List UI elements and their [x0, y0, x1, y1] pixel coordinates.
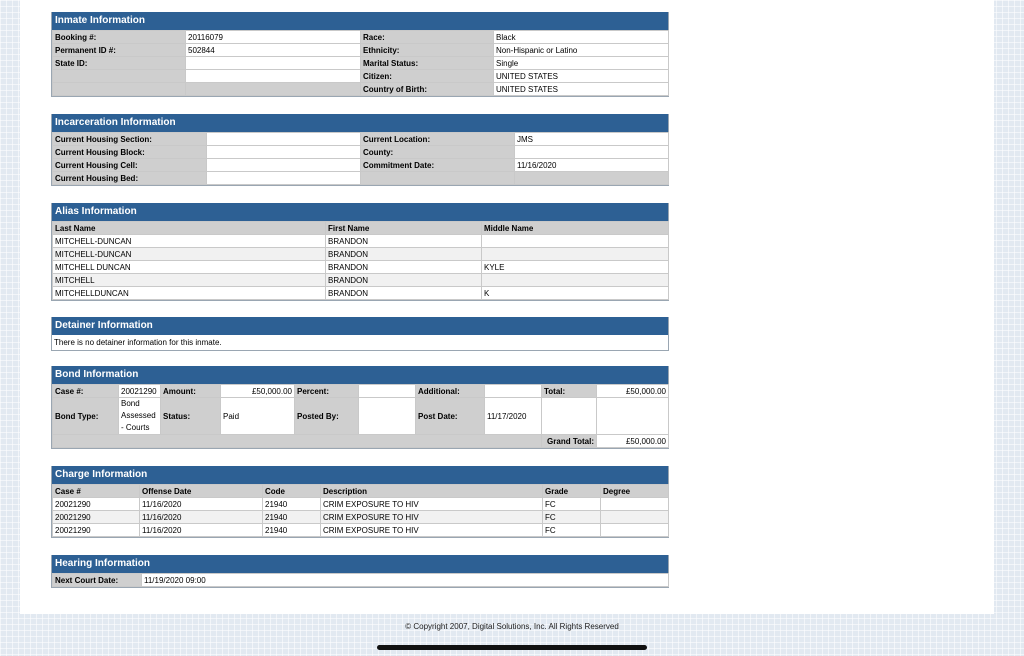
charge-description: CRIM EXPOSURE TO HIV: [321, 498, 543, 511]
housing-cell-value: [207, 159, 361, 172]
alias-middle-name: KYLE: [482, 261, 669, 274]
housing-block-value: [207, 146, 361, 159]
charge-degree: [601, 524, 669, 537]
alias-first-name: BRANDON: [326, 287, 482, 300]
bond-posted-by-value: [359, 398, 416, 435]
blank-cell: [515, 172, 669, 185]
alias-table: [52, 221, 669, 300]
inmate-information-header: Inmate Information: [52, 12, 668, 30]
citizen-label: Citizen:: [361, 70, 494, 83]
ethnicity-label: Ethnicity:: [361, 44, 494, 57]
marital-status-value: Single: [494, 57, 669, 70]
copyright-footer: © Copyright 2007, Digital Solutions, Inc. All Rights Reserved: [405, 622, 619, 631]
charge-table: [52, 484, 669, 537]
alias-last-name: MITCHELL-DUNCAN: [53, 235, 326, 248]
housing-block-label: Current Housing Block:: [53, 146, 207, 159]
blank-cell: [53, 70, 186, 83]
charge-description-header: Description: [321, 485, 543, 498]
race-value: Black: [494, 31, 669, 44]
next-court-date-value: 11/19/2020 09:00: [142, 574, 669, 587]
table-row: [53, 274, 669, 287]
charge-offense-date: 11/16/2020: [140, 511, 263, 524]
county-value: [515, 146, 669, 159]
bond-additional-value: [485, 385, 542, 398]
charge-grade-header: Grade: [543, 485, 601, 498]
detainer-information-header: Detainer Information: [52, 317, 668, 335]
alias-first-name: BRANDON: [326, 274, 482, 287]
blank-cell: [542, 398, 597, 435]
bond-percent-value: [359, 385, 416, 398]
county-label: County:: [361, 146, 515, 159]
race-label: Race:: [361, 31, 494, 44]
blank-cell: [53, 83, 186, 96]
bond-posted-by-label: Posted By:: [295, 398, 359, 435]
alias-middle-name: K: [482, 287, 669, 300]
bond-post-date-value: 11/17/2020: [485, 398, 542, 435]
charge-case-header: Case #: [53, 485, 140, 498]
alias-last-name-header: Last Name: [53, 222, 326, 235]
charge-description: CRIM EXPOSURE TO HIV: [321, 524, 543, 537]
blank-cell: [186, 83, 361, 96]
booking-label: Booking #:: [53, 31, 186, 44]
charge-offense-date: 11/16/2020: [140, 524, 263, 537]
table-row: [53, 524, 669, 537]
commitment-date-value: 11/16/2020: [515, 159, 669, 172]
current-location-value: JMS: [515, 133, 669, 146]
bond-status-value: Paid: [221, 398, 295, 435]
incarceration-information-header: Incarceration Information: [52, 114, 668, 132]
grand-total-value: £50,000.00: [597, 435, 669, 448]
table-row: [53, 287, 669, 300]
table-row: [53, 235, 669, 248]
current-location-label: Current Location:: [361, 133, 515, 146]
alias-information-header: Alias Information: [52, 203, 668, 221]
bond-percent-label: Percent:: [295, 385, 359, 398]
incarceration-information-panel: [51, 114, 669, 186]
charge-case: 20021290: [53, 498, 140, 511]
charge-code: 21940: [263, 498, 321, 511]
charge-case: 20021290: [53, 511, 140, 524]
charge-case: 20021290: [53, 524, 140, 537]
inmate-table: [52, 30, 669, 96]
housing-bed-label: Current Housing Bed:: [53, 172, 207, 185]
bond-post-date-label: Post Date:: [416, 398, 485, 435]
booking-value: 20116079: [186, 31, 361, 44]
bond-amount-value: £50,000.00: [221, 385, 295, 398]
bond-status-label: Status:: [161, 398, 221, 435]
country-of-birth-value: UNITED STATES: [494, 83, 669, 96]
housing-section-label: Current Housing Section:: [53, 133, 207, 146]
home-indicator[interactable]: [377, 645, 647, 650]
charge-description: CRIM EXPOSURE TO HIV: [321, 511, 543, 524]
charge-offense-date: 11/16/2020: [140, 498, 263, 511]
country-of-birth-label: Country of Birth:: [361, 83, 494, 96]
charge-code: 21940: [263, 511, 321, 524]
alias-middle-name-header: Middle Name: [482, 222, 669, 235]
alias-middle-name: [482, 248, 669, 261]
bond-type-value: Bond Assessed - Courts: [119, 398, 161, 435]
inmate-information-panel: [51, 12, 669, 97]
detainer-message: There is no detainer information for this inmate.: [54, 338, 222, 347]
alias-first-name: BRANDON: [326, 235, 482, 248]
state-id-label: State ID:: [53, 57, 186, 70]
alias-last-name: MITCHELL-DUNCAN: [53, 248, 326, 261]
hearing-information-header: Hearing Information: [52, 555, 668, 573]
table-row: [53, 248, 669, 261]
bond-table: [52, 384, 669, 448]
charge-grade: FC: [543, 498, 601, 511]
state-id-value: [186, 57, 361, 70]
alias-middle-name: [482, 235, 669, 248]
alias-middle-name: [482, 274, 669, 287]
blank-cell: [53, 435, 542, 448]
bond-total-value: £50,000.00: [597, 385, 669, 398]
table-row: [53, 498, 669, 511]
hearing-table: [52, 573, 669, 587]
bond-total-label: Total:: [542, 385, 597, 398]
bond-amount-label: Amount:: [161, 385, 221, 398]
housing-section-value: [207, 133, 361, 146]
housing-cell-label: Current Housing Cell:: [53, 159, 207, 172]
bond-information-panel: [51, 366, 669, 449]
charge-code-header: Code: [263, 485, 321, 498]
blank-cell: [361, 172, 515, 185]
alias-first-name: BRANDON: [326, 248, 482, 261]
commitment-date-label: Commitment Date:: [361, 159, 515, 172]
detainer-information-panel: [51, 317, 669, 351]
bond-additional-label: Additional:: [416, 385, 485, 398]
charge-information-header: Charge Information: [52, 466, 668, 484]
housing-bed-value: [207, 172, 361, 185]
charge-grade: FC: [543, 524, 601, 537]
blank-cell: [597, 398, 669, 435]
charge-information-panel: [51, 466, 669, 538]
permanent-id-value: 502844: [186, 44, 361, 57]
alias-last-name: MITCHELL: [53, 274, 326, 287]
blank-value-cell: [186, 70, 361, 83]
incarceration-table: [52, 132, 669, 185]
bond-information-header: Bond Information: [52, 366, 668, 384]
grand-total-label: Grand Total:: [542, 435, 597, 448]
charge-degree-header: Degree: [601, 485, 669, 498]
charge-offense-date-header: Offense Date: [140, 485, 263, 498]
bond-case-value: 20021290: [119, 385, 161, 398]
marital-status-label: Marital Status:: [361, 57, 494, 70]
alias-information-panel: [51, 203, 669, 301]
bond-type-label: Bond Type:: [53, 398, 119, 435]
charge-grade: FC: [543, 511, 601, 524]
next-court-date-label: Next Court Date:: [53, 574, 142, 587]
hearing-information-panel: [51, 555, 669, 588]
table-row: [53, 261, 669, 274]
ethnicity-value: Non-Hispanic or Latino: [494, 44, 669, 57]
charge-degree: [601, 511, 669, 524]
permanent-id-label: Permanent ID #:: [53, 44, 186, 57]
table-row: [53, 511, 669, 524]
alias-first-name: BRANDON: [326, 261, 482, 274]
alias-last-name: MITCHELL DUNCAN: [53, 261, 326, 274]
charge-code: 21940: [263, 524, 321, 537]
charge-degree: [601, 498, 669, 511]
citizen-value: UNITED STATES: [494, 70, 669, 83]
alias-first-name-header: First Name: [326, 222, 482, 235]
bond-case-label: Case #:: [53, 385, 119, 398]
alias-last-name: MITCHELLDUNCAN: [53, 287, 326, 300]
